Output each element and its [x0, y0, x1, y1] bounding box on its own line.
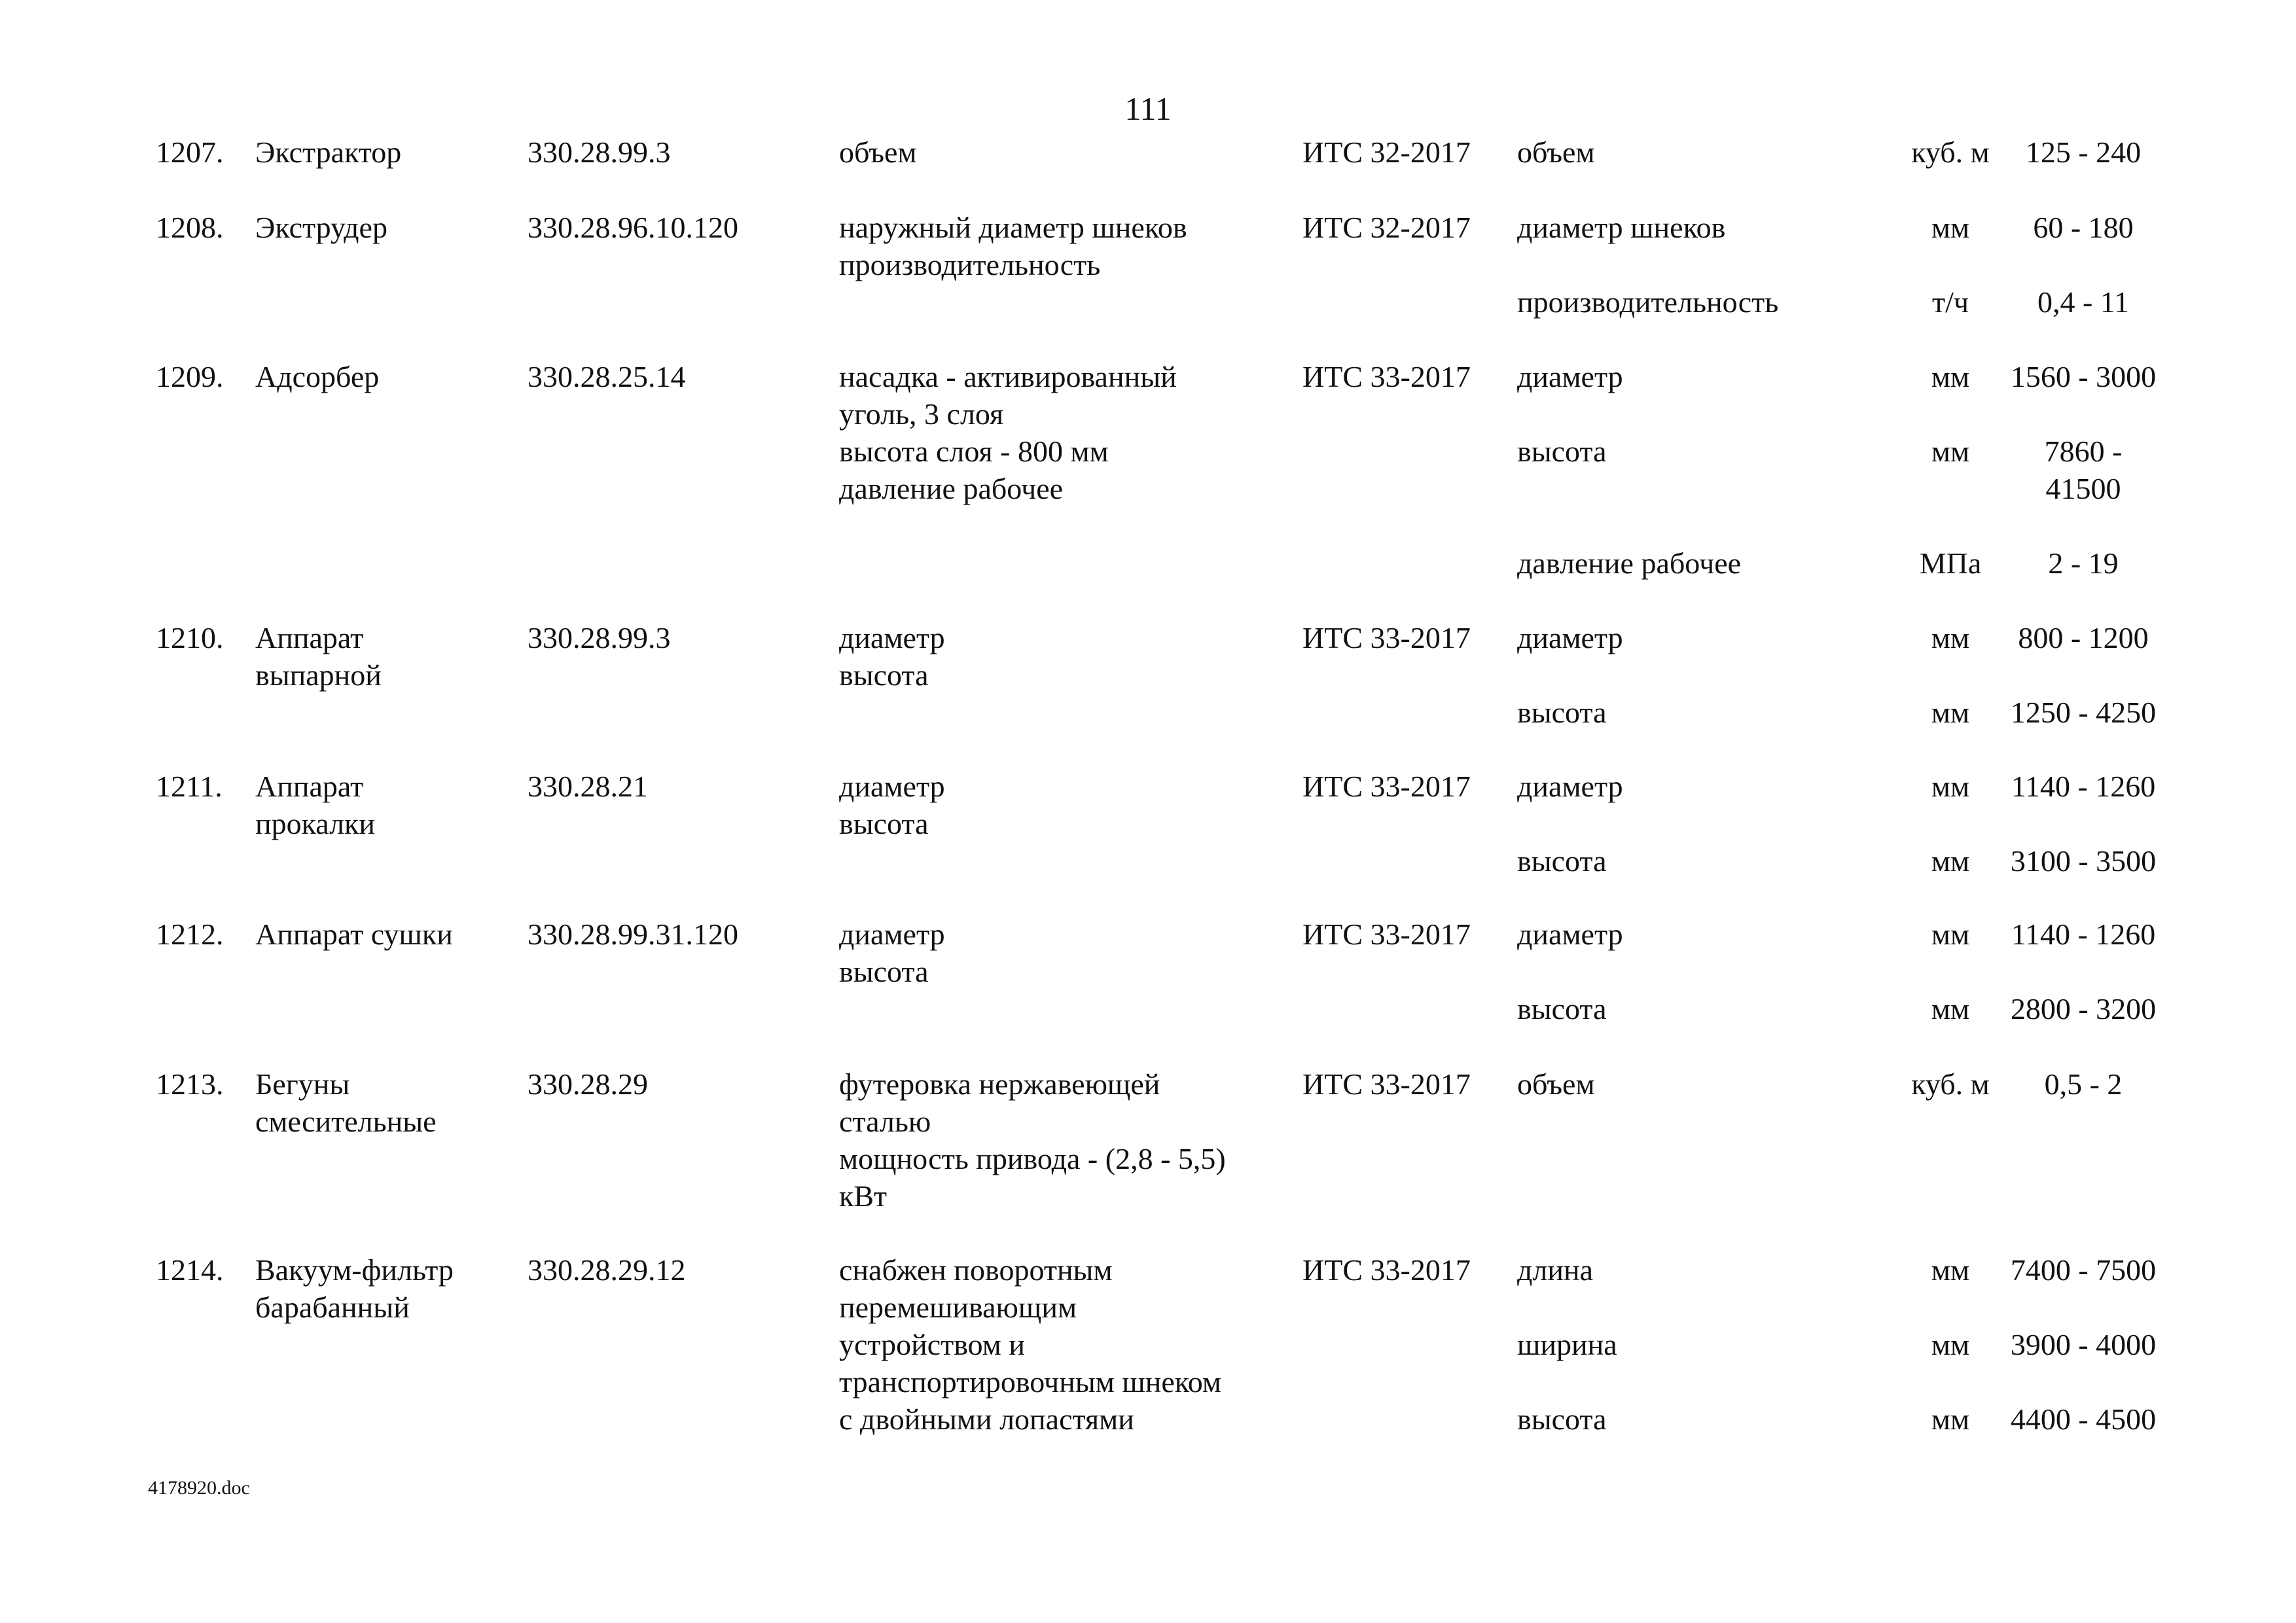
parameter-name: высота	[1517, 696, 1607, 729]
parameter-name: объем	[1517, 1067, 1595, 1101]
parameter-unit: куб. м	[1911, 1067, 1990, 1101]
okpd-code: 330.28.96.10.120	[528, 211, 738, 244]
equipment-name: Аппарат выпарной	[255, 621, 382, 692]
its-standard: ИТС 32-2017	[1302, 211, 1471, 244]
okpd-code: 330.28.29.12	[528, 1253, 686, 1287]
row-number: 1214.	[156, 1253, 224, 1287]
parameter-unit: т/ч	[1931, 285, 1969, 319]
parameter-name: диаметр	[1517, 918, 1623, 951]
its-standard: ИТС 33-2017	[1302, 1253, 1471, 1287]
its-standard: ИТС 32-2017	[1302, 135, 1471, 169]
parameter-unit: мм	[1931, 992, 1970, 1026]
parameter-value: 1140 - 1260	[2011, 918, 2156, 951]
its-standard: ИТС 33-2017	[1302, 621, 1471, 654]
row-number: 1212.	[156, 918, 224, 951]
okpd-code: 330.28.29	[528, 1067, 648, 1101]
parameter-unit: куб. м	[1911, 135, 1990, 169]
okpd-code: 330.28.99.3	[528, 135, 671, 169]
technical-description: снабжен поворотным перемешивающим устройством и транспортировочным шнеком с двойными лопастями	[839, 1253, 1222, 1436]
parameter-value: 60 - 180	[2033, 211, 2134, 244]
its-standard: ИТС 33-2017	[1302, 770, 1471, 803]
parameter-unit: мм	[1931, 1402, 1970, 1436]
parameter-value: 3900 - 4000	[2010, 1328, 2157, 1361]
parameter-name: давление рабочее	[1517, 546, 1742, 580]
parameter-value: 1250 - 4250	[2010, 696, 2157, 729]
parameter-unit: мм	[1931, 696, 1970, 729]
parameter-unit: мм	[1931, 211, 1970, 244]
its-standard: ИТС 33-2017	[1302, 918, 1471, 951]
okpd-code: 330.28.99.3	[528, 621, 671, 654]
equipment-name: Бегуны смесительные	[255, 1067, 437, 1138]
parameter-name: диаметр шнеков	[1517, 211, 1726, 244]
parameter-value: 125 - 240	[2025, 135, 2142, 169]
technical-description: диаметр высота	[839, 770, 945, 840]
parameter-name: объем	[1517, 135, 1595, 169]
parameter-name: длина	[1517, 1253, 1594, 1287]
parameter-unit: МПа	[1919, 546, 1982, 580]
parameter-unit: мм	[1931, 1328, 1970, 1361]
technical-description: диаметр высота	[839, 621, 945, 692]
its-standard: ИТС 33-2017	[1302, 1067, 1471, 1101]
parameter-name: диаметр	[1517, 621, 1623, 654]
parameter-value: 4400 - 4500	[2010, 1402, 2157, 1436]
parameter-unit: мм	[1931, 918, 1970, 951]
row-number: 1210.	[156, 621, 224, 654]
parameter-unit: мм	[1931, 1253, 1970, 1287]
parameter-value: 7400 - 7500	[2010, 1253, 2157, 1287]
row-number: 1207.	[156, 135, 224, 169]
parameter-value: 7860 - 41500	[2044, 435, 2123, 505]
parameter-name: производительность	[1517, 285, 1779, 319]
page-number: 111	[1124, 90, 1172, 127]
parameter-value: 0,4 - 11	[2037, 285, 2130, 319]
technical-description: наружный диаметр шнеков производительность	[839, 211, 1187, 281]
parameter-unit: мм	[1931, 621, 1970, 654]
parameter-name: высота	[1517, 844, 1607, 878]
parameter-name: диаметр	[1517, 360, 1623, 393]
equipment-name: Аппарат сушки	[255, 918, 453, 951]
document-filename: 4178920.doc	[148, 1477, 250, 1499]
technical-description: диаметр высота	[839, 918, 945, 988]
equipment-name: Экструдер	[255, 211, 387, 244]
parameter-name: высота	[1517, 435, 1607, 468]
parameter-unit: мм	[1931, 770, 1970, 803]
parameter-unit: мм	[1931, 435, 1970, 468]
parameter-name: диаметр	[1517, 770, 1623, 803]
row-number: 1211.	[156, 770, 223, 803]
parameter-value: 2800 - 3200	[2010, 992, 2157, 1026]
parameter-value: 1140 - 1260	[2011, 770, 2156, 803]
technical-description: объем	[839, 135, 917, 169]
parameter-value: 0,5 - 2	[2044, 1067, 2123, 1101]
parameter-name: высота	[1517, 992, 1607, 1026]
equipment-name: Экстрактор	[255, 135, 402, 169]
parameter-value: 800 - 1200	[2018, 621, 2149, 654]
equipment-name: Адсорбер	[255, 360, 380, 393]
row-number: 1213.	[156, 1067, 224, 1101]
parameter-value: 3100 - 3500	[2010, 844, 2157, 878]
parameter-name: ширина	[1517, 1328, 1617, 1361]
technical-description: насадка - активированный уголь, 3 слоя высота слоя - 800 мм давление рабочее	[839, 360, 1177, 505]
okpd-code: 330.28.99.31.120	[528, 918, 738, 951]
okpd-code: 330.28.25.14	[528, 360, 686, 393]
equipment-name: Аппарат прокалки	[255, 770, 376, 840]
parameter-value: 1560 - 3000	[2010, 360, 2157, 393]
okpd-code: 330.28.21	[528, 770, 648, 803]
its-standard: ИТС 33-2017	[1302, 360, 1471, 393]
parameter-name: высота	[1517, 1402, 1607, 1436]
technical-description: футеровка нержавеющей сталью мощность привода - (2,8 - 5,5) кВт	[839, 1067, 1226, 1213]
row-number: 1209.	[156, 360, 224, 393]
parameter-unit: мм	[1931, 360, 1970, 393]
row-number: 1208.	[156, 211, 224, 244]
parameter-value: 2 - 19	[2048, 546, 2119, 580]
parameter-unit: мм	[1931, 844, 1970, 878]
equipment-name: Вакуум-фильтр барабанный	[255, 1253, 454, 1324]
